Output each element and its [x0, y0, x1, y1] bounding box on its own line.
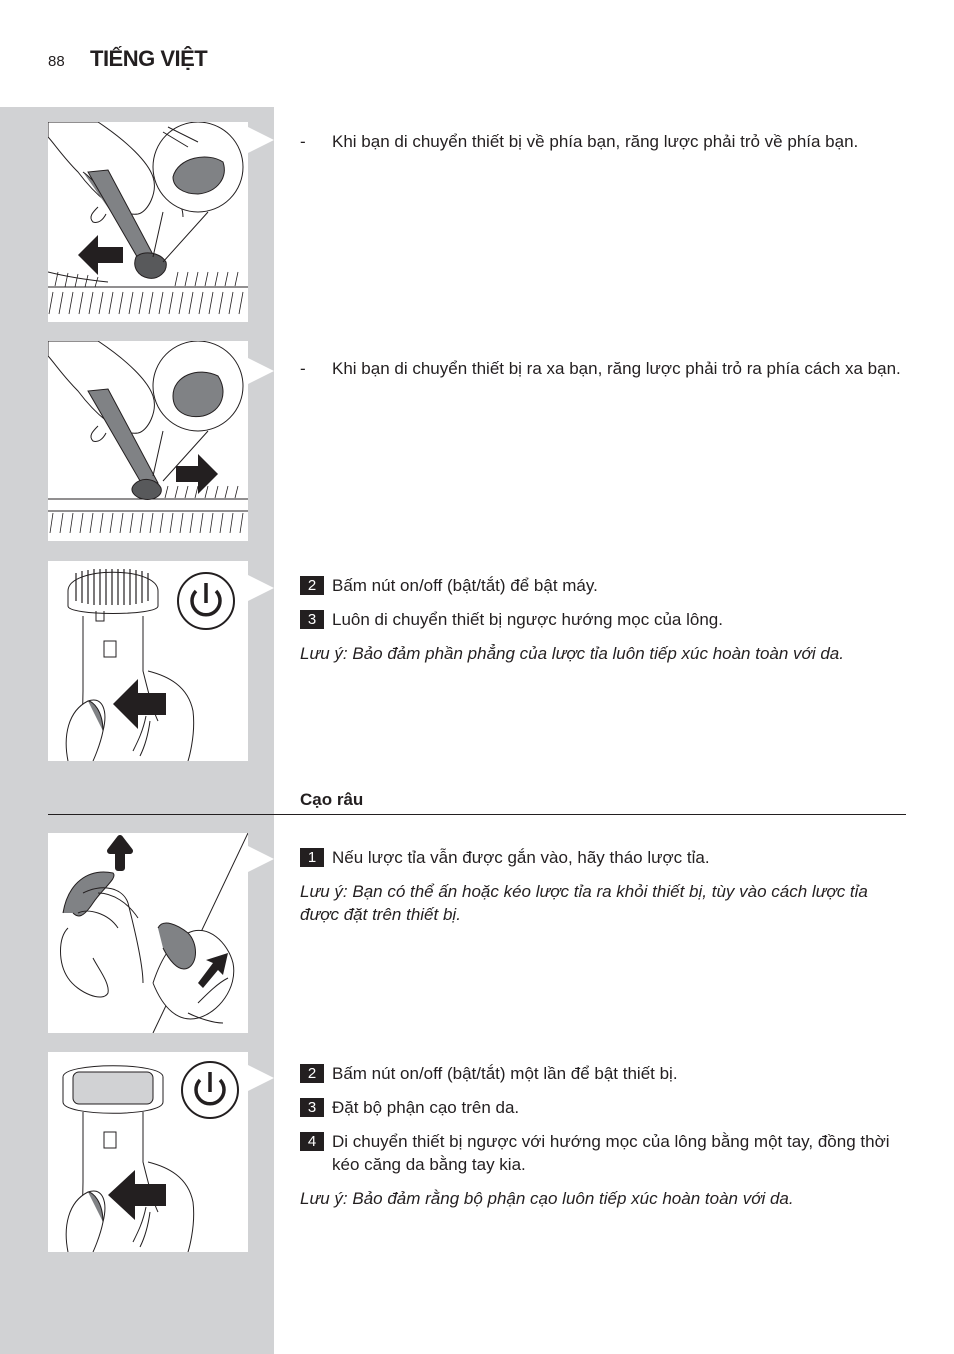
illustration-trim-toward-you [48, 122, 248, 322]
step-text: Đặt bộ phận cạo trên da. [332, 1098, 520, 1117]
step-number: 3 [300, 1098, 324, 1117]
bullet-text: Khi bạn di chuyển thiết bị ra xa bạn, răng lược phải trỏ ra phía cách xa bạn. [332, 359, 901, 378]
step-number: 1 [300, 848, 324, 867]
steps-shaving [300, 1062, 906, 1210]
illustration-pointer [248, 1065, 274, 1091]
bullet-text: Khi bạn di chuyển thiết bị về phía bạn, răng lược phải trỏ về phía bạn. [332, 132, 859, 151]
illustration-pointer [248, 575, 274, 601]
illustration-trim-away-from-you [48, 341, 248, 541]
illustration-pointer [248, 127, 274, 153]
bullet-marker: - [300, 132, 306, 151]
step-number: 3 [300, 610, 324, 629]
step-text: Di chuyển thiết bị ngược với hướng mọc của lông bằng một tay, đồng thời kéo căng da bằng tay kia. [332, 1132, 890, 1174]
step-number: 2 [300, 1064, 324, 1083]
step-number: 2 [300, 576, 324, 595]
bullet-away-from-you [300, 357, 906, 380]
step-1 [300, 846, 906, 869]
step-2 [300, 1062, 906, 1085]
step-number: 4 [300, 1132, 324, 1151]
section-rule [48, 814, 906, 815]
illustration-shaver-power-on [48, 1052, 248, 1252]
step-text: Bấm nút on/off (bật/tắt) để bật máy. [332, 576, 598, 595]
bullet-marker: - [300, 359, 306, 378]
steps-trimming [300, 574, 906, 665]
step-2 [300, 574, 906, 597]
illustration-remove-comb [48, 833, 248, 1033]
illustration-pointer [248, 846, 274, 872]
step-text: Luôn di chuyển thiết bị ngược hướng mọc của lông. [332, 610, 723, 629]
illustration-trimmer-power-on [48, 561, 248, 761]
illustration-pointer [248, 358, 274, 384]
step-3 [300, 1096, 906, 1119]
step-text: Nếu lược tỉa vẫn được gắn vào, hãy tháo lược tỉa. [332, 848, 710, 867]
note-trimming: Lưu ý: Bảo đảm phần phẳng của lược tỉa luôn tiếp xúc hoàn toàn với da. [300, 644, 844, 663]
subheading-shaving: Cạo râu [300, 790, 364, 809]
bullet-toward-you [300, 130, 906, 153]
note-shaving: Lưu ý: Bảo đảm rằng bộ phận cạo luôn tiếp xúc hoàn toàn với da. [300, 1189, 794, 1208]
step-3 [300, 608, 906, 631]
steps-remove-comb [300, 846, 906, 926]
note-remove-comb: Lưu ý: Bạn có thể ấn hoặc kéo lược tỉa ra khỏi thiết bị, tùy vào cách lược tỉa được đặt trên thiết bị. [300, 882, 868, 924]
step-4 [300, 1130, 906, 1176]
section-title: TIẾNG VIỆT [90, 46, 208, 71]
step-text: Bấm nút on/off (bật/tắt) một lần để bật thiết bị. [332, 1064, 678, 1083]
page-number: 88 [48, 53, 65, 70]
